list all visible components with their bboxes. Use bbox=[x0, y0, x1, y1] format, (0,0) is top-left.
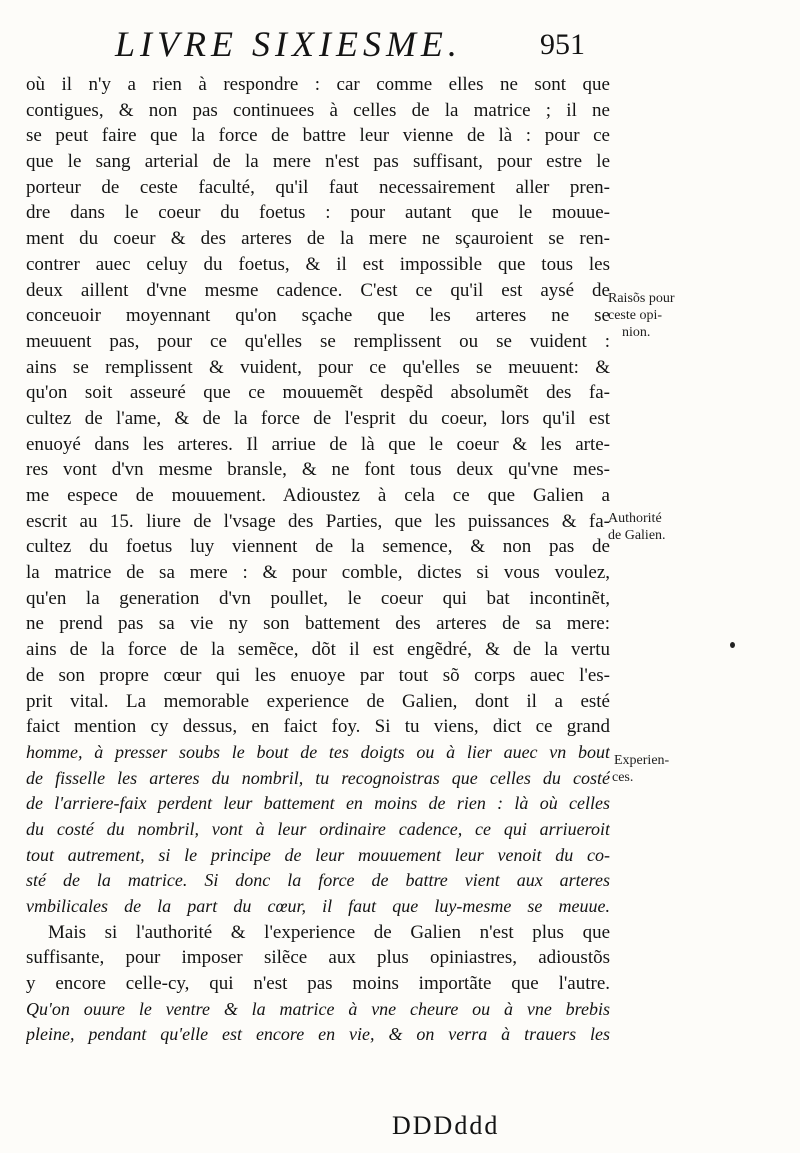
text-line: contigues, & non pas continuees à celles de la matrice ; il ne bbox=[26, 99, 610, 121]
text-line: res vont d'vn mesme bransle, & ne font tous deux qu'vne mes- bbox=[26, 459, 610, 481]
text-line: porteur de ceste faculté, qu'il faut necessairement aller pren- bbox=[26, 176, 610, 198]
text-line: la matrice de sa mere : & pour comble, dictes si vous voulez, bbox=[26, 562, 610, 584]
text-line: cultez de l'ame, & de la force de l'esprit du coeur, lors qu'il est bbox=[26, 407, 610, 429]
margin-note-line: Raisõs pour bbox=[608, 291, 675, 306]
margin-note-line: de Galien. bbox=[608, 528, 666, 543]
text-line: prit vital. La memorable experience de Galien, dont il a esté bbox=[26, 690, 610, 712]
text-line: ains se remplissent & vuident, pour ce qu'elles se meuuent: & bbox=[26, 356, 610, 378]
margin-note-line: ceste opi- bbox=[608, 308, 663, 323]
margin-note-line: ces. bbox=[612, 770, 634, 785]
text-line: cultez du foetus luy viennent de la semence, & non pas de bbox=[26, 536, 610, 558]
text-line: me espece de mouuement. Adioustez à cela ce que Galien a bbox=[26, 485, 610, 506]
ink-speck bbox=[730, 642, 735, 648]
text-line: dre dans le coeur du foetus : pour autant que le mouue- bbox=[26, 202, 610, 224]
running-title: LIVRE SIXIESME. bbox=[115, 24, 462, 64]
text-line: y encore celle-cy, qui n'est pas moins importãte que l'autre. bbox=[26, 973, 610, 995]
text-line: qu'en la generation d'vn poullet, le coeur qui bat incontinẽt, bbox=[26, 587, 610, 609]
text-line: se peut faire que la force de battre leur vienne de là : pour ce bbox=[26, 125, 610, 147]
text-line: ains de la force de la semẽce, dõt il est engẽdré, & de la vertu bbox=[26, 639, 610, 661]
quotation-line: de fisselle les arteres du nombril, tu recognoistras que celles du costé bbox=[26, 767, 610, 788]
text-line: deux aillent d'vne mesme cadence. C'est ce qu'il est aysé de bbox=[26, 279, 610, 301]
text-line: enuoyé dans les arteres. Il arriue de là que le coeur & les arte- bbox=[26, 433, 610, 455]
quotation-line: homme, à presser soubs le bout de tes doigts ou à lier auec vn bout bbox=[26, 741, 610, 762]
quotation-line: sté de la matrice. Si donc la force de battre vient aux arteres bbox=[26, 870, 610, 891]
page-number: 951 bbox=[540, 28, 585, 61]
margin-note-line: Experien- bbox=[614, 753, 670, 768]
text-line: escrit au 15. liure de l'vsage des Parties, que les puissances & fa- bbox=[26, 510, 610, 532]
quotation-line: Qu'on ouure le ventre & la matrice à vne cheure ou à vne brebis bbox=[26, 998, 610, 1019]
text-line: ment du coeur & des arteres de la mere ne sçauroient se ren- bbox=[26, 228, 610, 250]
signature-mark: DDDddd bbox=[392, 1111, 500, 1140]
margin-note-raisons bbox=[608, 290, 675, 341]
quotation-line: tout autrement, si le principe de leur mouuement leur venoit du co- bbox=[26, 844, 610, 865]
text-line: faict mention cy dessus, en faict foy. Si tu viens, dict ce grand bbox=[26, 716, 610, 738]
paragraph-start-line: Mais si l'authorité & l'experience de Galien n'est plus que bbox=[48, 921, 610, 943]
text-line: conceuoir moyennant qu'on sçache que les arteres ne se bbox=[26, 305, 610, 327]
margin-note-authorite bbox=[608, 510, 666, 544]
quotation-line: du costé du nombril, vont à leur ordinaire cadence, ce qui arriueroit bbox=[26, 818, 610, 839]
text-line: suffisante, pour imposer silẽce aux plus opiniastres, adioustõs bbox=[26, 947, 610, 969]
text-line: contrer auec celuy du foetus, & il est impossible que tous les bbox=[26, 253, 610, 275]
body-text bbox=[26, 72, 610, 1048]
text-line: meuuent pas, pour ce qu'elles se remplissent ou se vuident : bbox=[26, 330, 610, 352]
margin-note-line: Authorité bbox=[608, 511, 662, 526]
text-line: que le sang arterial de la mere n'est pas suffisant, pour estre le bbox=[26, 151, 610, 173]
quotation-line: vmbilicales de la part du cœur, il faut que luy-mesme se meuue. bbox=[26, 896, 610, 916]
quotation-line: de l'arriere-faix perdent leur battement en moins de rien : là où celles bbox=[26, 793, 610, 814]
margin-note-experiences bbox=[608, 752, 669, 786]
text-line: de son propre cœur qui les enuoye par tout sõ corps auec l'es- bbox=[26, 664, 610, 686]
quotation-line: pleine, pendant qu'elle est encore en vie, & on verra à trauers les bbox=[26, 1024, 610, 1045]
margin-note-line: nion. bbox=[622, 325, 651, 340]
text-line: où il n'y a rien à respondre : car comme elles ne sont que bbox=[26, 74, 610, 95]
text-line: ne prend pas sa vie ny son battement des arteres de sa mere: bbox=[26, 613, 610, 635]
text-line: qu'on soit asseuré que ce mouuemẽt despẽd absolumẽt des fa- bbox=[26, 382, 610, 404]
